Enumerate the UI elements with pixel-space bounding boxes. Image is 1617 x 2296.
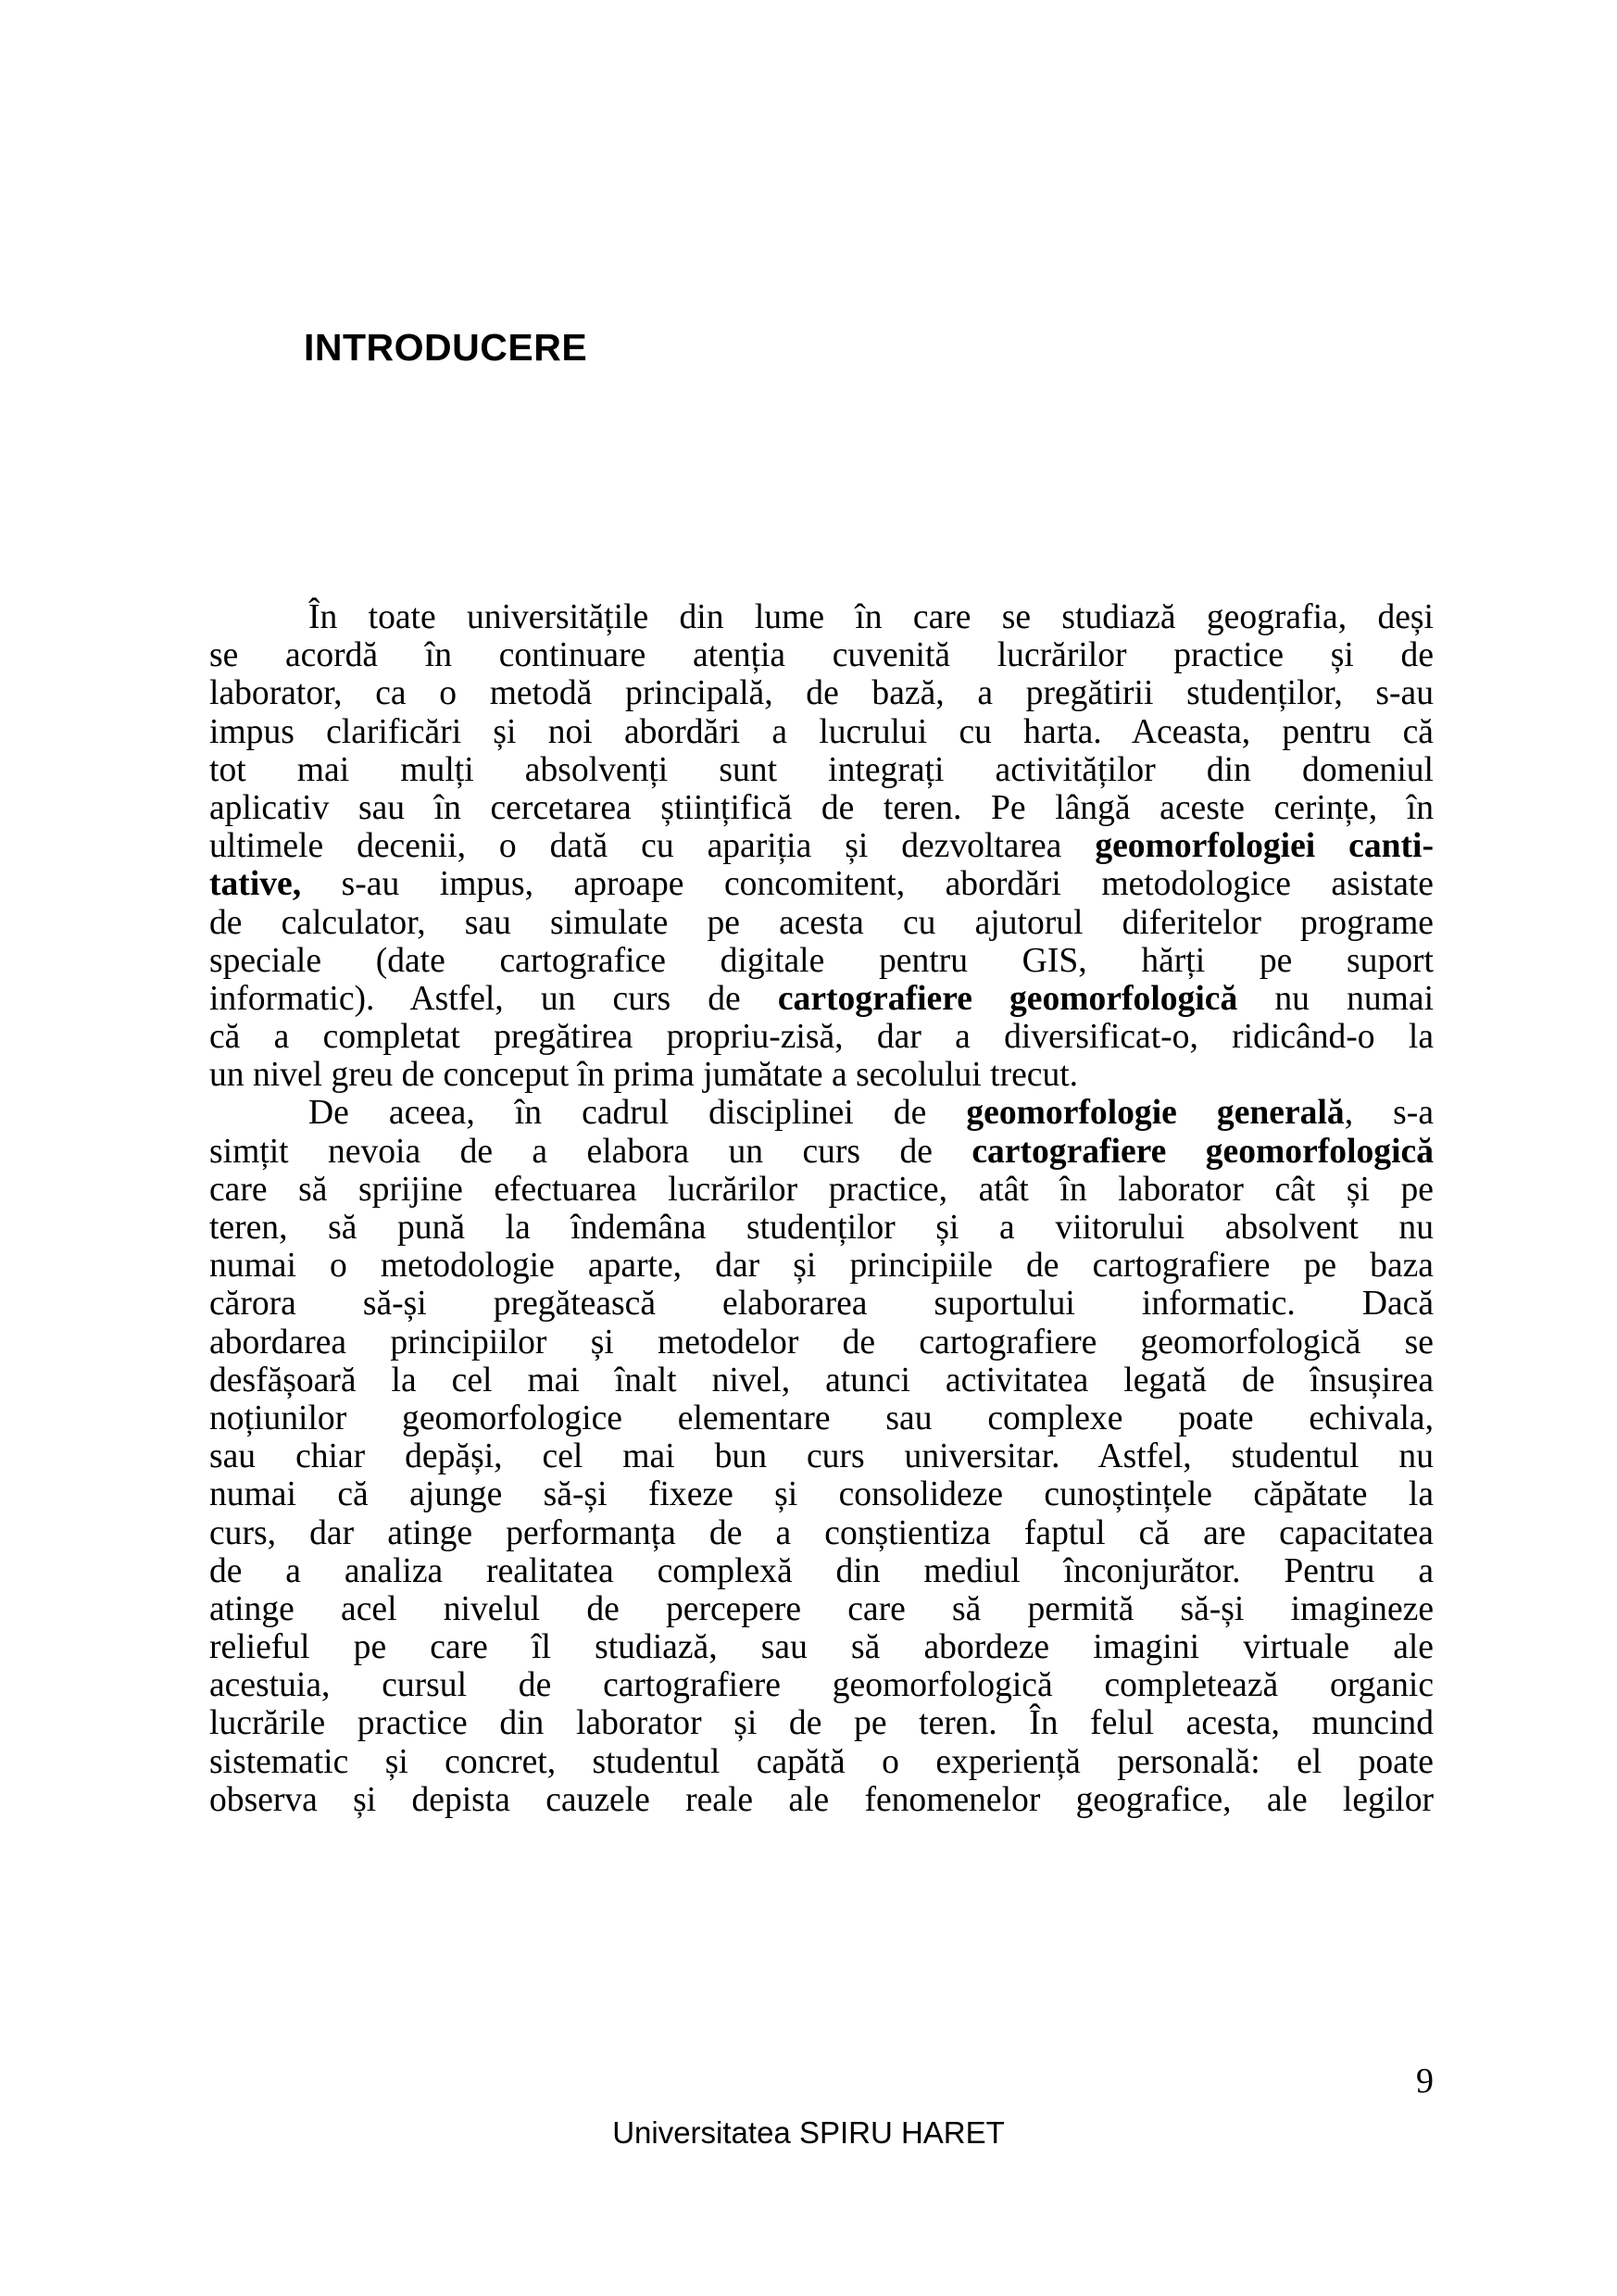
text-line: aplicativ sau în cercetarea științifică de teren. Pe lângă aceste cerințe, în <box>209 788 1434 827</box>
text-segment: ultimele decenii, o dată cu apariția și dezvoltarea <box>209 827 1096 866</box>
text-line: un nivel greu de conceput în prima jumătate a secolului trecut. <box>209 1056 1079 1095</box>
text-line: acestuia, cursul de cartografiere geomorfologică completează organic <box>209 1666 1434 1705</box>
text-line: curs, dar atinge performanța de a conștientiza faptul că are capacitatea <box>209 1513 1434 1552</box>
text-line: de calculator, sau simulate pe acesta cu ajutorul diferitelor programe <box>209 903 1434 942</box>
page-number: 9 <box>1416 2062 1434 2101</box>
text-line: numai că ajunge să-și fixeze și consolideze cunoștințele căpătate la <box>209 1475 1434 1514</box>
text-segment: nu numai <box>1237 979 1435 1018</box>
bold-term: cartografiere geomorfologică <box>777 979 1238 1018</box>
bold-term: tative, <box>209 865 302 904</box>
text-line: relieful pe care îl studiază, sau să abordeze imagini virtuale ale <box>209 1628 1434 1667</box>
text-line: tot mai mulți absolvenți sunt integrați activităților din domeniul <box>209 750 1434 789</box>
text-line: care să sprijine efectuarea lucrărilor practice, atât în laborator cât și pe <box>209 1170 1434 1209</box>
body-text <box>209 598 1434 1819</box>
text-line: sau chiar depăși, cel mai bun curs universitar. Astfel, studentul nu <box>209 1437 1434 1476</box>
text-segment: informatic). Astfel, un curs de <box>209 979 778 1018</box>
paragraph-2 <box>209 1094 1434 1819</box>
text-line: sistematic și concret, studentul capătă o experiență personală: el poate <box>209 1742 1434 1781</box>
text-line: cărora să-și pregătească elaborarea suportului informatic. Dacă <box>209 1285 1434 1324</box>
bold-term: geomorfologiei canti- <box>1095 827 1435 866</box>
text-segment: De aceea, în cadrul disciplinei de <box>308 1094 967 1133</box>
text-segment: s-au impus, aproape concomitent, abordări metodologice asistate <box>301 865 1434 904</box>
text-line: teren, să pună la îndemâna studenților și a viitorului absolvent nu <box>209 1209 1434 1247</box>
text-line <box>209 980 1434 1018</box>
text-line: se acordă în continuare atenția cuvenită lucrărilor practice și de <box>209 636 1434 675</box>
text-line: de a analiza realitatea complexă din mediul înconjurător. Pentru a <box>209 1551 1434 1590</box>
text-line: noțiunilor geomorfologice elementare sau complexe poate echivala, <box>209 1399 1434 1437</box>
text-line: desfășoară la cel mai înalt nivel, atunci activitatea legată de însușirea <box>209 1361 1434 1399</box>
text-line <box>209 1133 1434 1171</box>
text-line: atinge acel nivelul de percepere care să permită să-și imagineze <box>209 1589 1434 1628</box>
bold-term: cartografiere geomorfologică <box>971 1132 1435 1171</box>
text-line: În toate universitățile din lume în care se studiază geografia, deși <box>308 598 1434 636</box>
text-line: impus clarificări și noi abordări a lucrului cu harta. Aceasta, pentru că <box>209 712 1434 751</box>
text-line: speciale (date cartografice digitale pentru GIS, hărți pe suport <box>209 941 1434 980</box>
bold-term: geomorfologie generală <box>966 1094 1345 1133</box>
text-line: observa și depista cauzele reale ale fenomenelor geografice, ale legilor <box>209 1780 1434 1819</box>
footer-university: Universitatea SPIRU HARET <box>612 2115 1005 2150</box>
text-segment: , s-a <box>1344 1094 1435 1133</box>
text-line <box>209 865 1434 903</box>
text-line: abordarea principiilor și metodelor de cartografiere geomorfologică se <box>209 1323 1434 1361</box>
text-line: că a completat pregătirea propriu-zisă, dar a diversificat-o, ridicând-o la <box>209 1018 1434 1057</box>
text-line: lucrările practice din laborator și de pe teren. În felul acesta, muncind <box>209 1704 1434 1743</box>
text-line <box>209 827 1434 865</box>
text-segment: simțit nevoia de a elabora un curs de <box>209 1132 972 1171</box>
text-line: laborator, ca o metodă principală, de bază, a pregătirii studenților, s-au <box>209 674 1434 713</box>
paragraph-1 <box>209 598 1434 1094</box>
text-line: numai o metodologie aparte, dar și principiile de cartografiere pe baza <box>209 1247 1434 1286</box>
chapter-title: INTRODUCERE <box>304 326 588 369</box>
text-line <box>209 1094 1434 1132</box>
